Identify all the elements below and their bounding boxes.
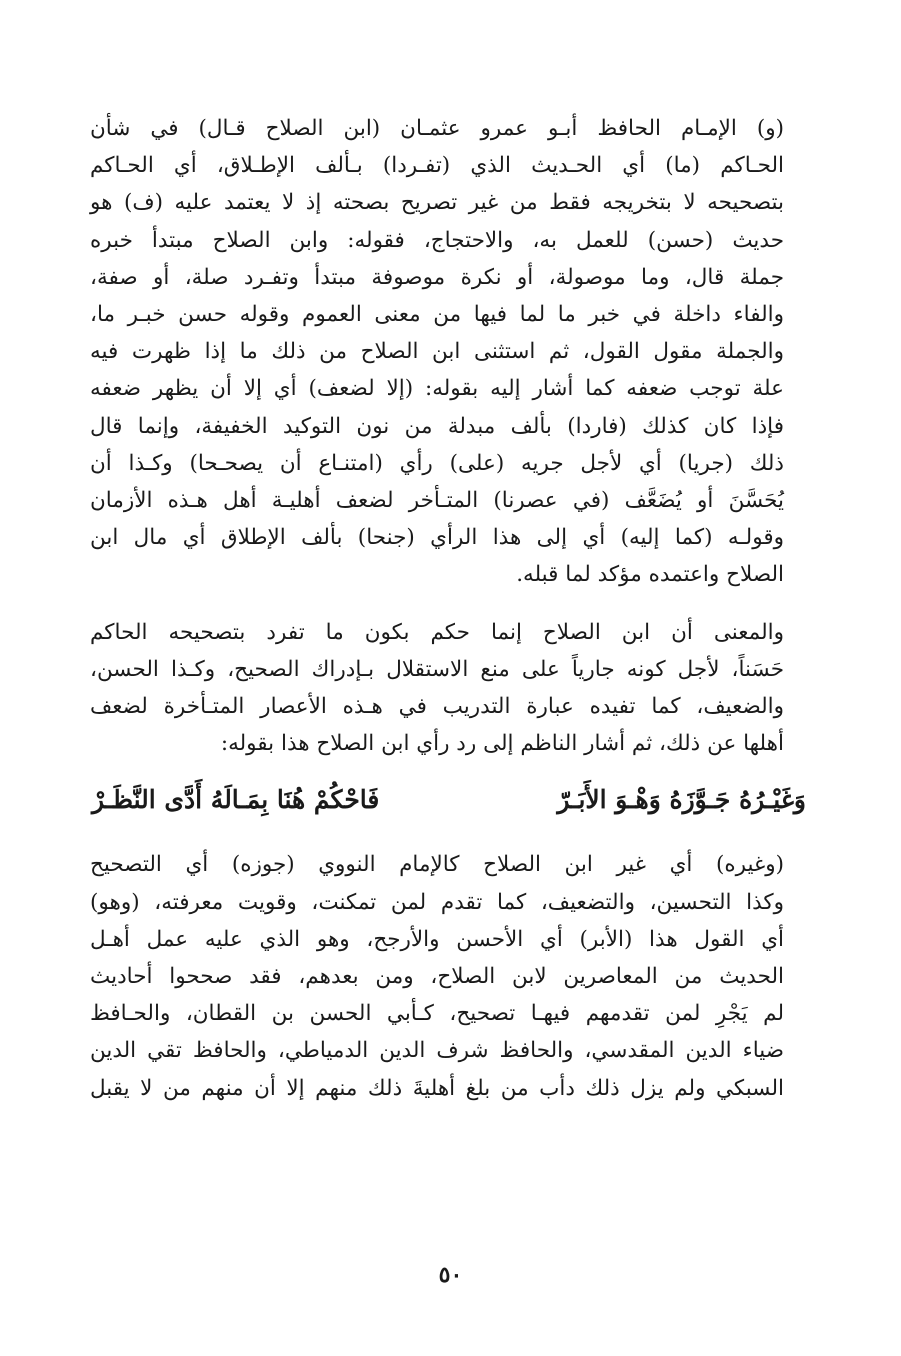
paragraph-3-line: لم يَجْرِ لمن تقدمهم فيهـا تصحيح، كـأبي الحسن بن القطان، والحـافظ [90, 1001, 784, 1027]
paragraph-2-line: والمعنى أن ابن الصلاح إنما حكم بكون ما تفرد بتصحيحه الحاكم [90, 619, 784, 645]
paragraph-1-line: جملة قال، وما موصولة، أو نكرة موصوفة مبتدأ وتفـرد صلة، أو صفة، [90, 264, 784, 290]
paragraph-1-line: الحـاكم (ما) أي الحـديث الذي (تفـردا) بـألف الإطـلاق، أي الحـاكم [90, 153, 784, 179]
verse-second-hemistich: فَاحْكُمْ هُنَا بِمَـالَهُ أَدَّى النَّظَـرْ [92, 785, 380, 815]
paragraph-3-line: أي القول هذا (الأبر) أي الأحسن والأرجح، وهو الذي عليه عمل أهـل [90, 926, 784, 952]
paragraph-1-line: فإذا كان كذلك (فاردا) بألف مبدلة من نون التوكيد الخفيفة، وإنما قال [90, 413, 784, 439]
paragraph-1-line: الصلاح واعتمده مؤكد لما قبله. [516, 562, 784, 588]
paragraph-2 [90, 614, 808, 763]
paragraph-1-line: ذلك (جريا) أي لأجل جريه (على) رأي (امتنـاع أن يصحـحا) وكـذا أن [90, 450, 784, 476]
paragraph-3-line: السبكي ولم يزل ذلك دأب من بلغ أهليةَ ذلك منهم إلا أن منهم من لا يقبل [90, 1075, 784, 1101]
paragraph-2-line: والضعيف، كما تفيده عبارة التدريب في هـذه الأعصار المتـأخرة لضعف [90, 694, 784, 720]
paragraph-2-line: حَسَناً، لأجل كونه جارياً على منع الاستقلال بـإدراك الصحيح، وكـذا الحسن، [90, 656, 784, 682]
paragraph-3-line: وكذا التحسين، والتضعيف، كما تقدم لمن تمكنت، وقويت معرفته، (وهو) [90, 889, 784, 915]
paragraph-3 [90, 846, 808, 1106]
document-page [90, 110, 808, 1107]
paragraph-1-line: والجملة مقول القول، ثم استثنى ابن الصلاح من ذلك ما إذا ظهرت فيه [90, 339, 784, 365]
paragraph-1-line: والفاء داخلة في خبر ما لما فيها من معنى العموم وقوله حسن خبـر ما، [90, 302, 784, 328]
paragraph-1-line: حديث (حسن) للعمل به، والاحتجاج، فقوله: وابن الصلاح مبتدأ خبره [90, 227, 784, 253]
poem-verse [90, 780, 808, 820]
paragraph-3-line: (وغيره) أي غير ابن الصلاح كالإمام النووي (جوزه) أي التصحيح [90, 852, 784, 878]
paragraph-3-line: ضياء الدين المقدسي، والحافظ شرف الدين الدمياطي، والحافظ تقي الدين [90, 1038, 784, 1064]
paragraph-1-line: علة توجب ضعفه كما أشار إليه بقوله: (إلا لضعف) أي إلا أن يظهر ضعفه [90, 376, 784, 402]
verse-first-hemistich: وَغَيْـرُهُ جَـوَّزَهُ وَهْـوَ الأَبَـرّ [557, 785, 806, 815]
page-number: ٥٠ [438, 1262, 463, 1288]
paragraph-1-line: وقولـه (كما إليه) أي إلى هذا الرأي (جنحا) بألف الإطلاق أي مال ابن [90, 525, 784, 551]
paragraph-2-line: أهلها عن ذلك، ثم أشار الناظم إلى رد رأي ابن الصلاح هذا بقوله: [220, 731, 784, 757]
paragraph-3-line: الحديث من المعاصرين لابن الصلاح، ومن بعدهم، فقد صححوا أحاديث [90, 964, 784, 990]
paragraph-1-line: بتصحيحه لا بتخريجه فقط من غير تصريح بصحته إذ لا يعتمد عليه (ف) هو [90, 190, 784, 216]
paragraph-1-line: يُحَسَّنَ أو يُضَعَّف (في عصرنا) المتـأخر لضعف أهليـة أهل هـذه الأزمان [90, 488, 784, 514]
paragraph-1 [90, 110, 808, 594]
paragraph-1-line: (و) الإمـام الحافظ أبـو عمرو عثمـان (ابن الصلاح قـال) في شأن [90, 116, 784, 141]
